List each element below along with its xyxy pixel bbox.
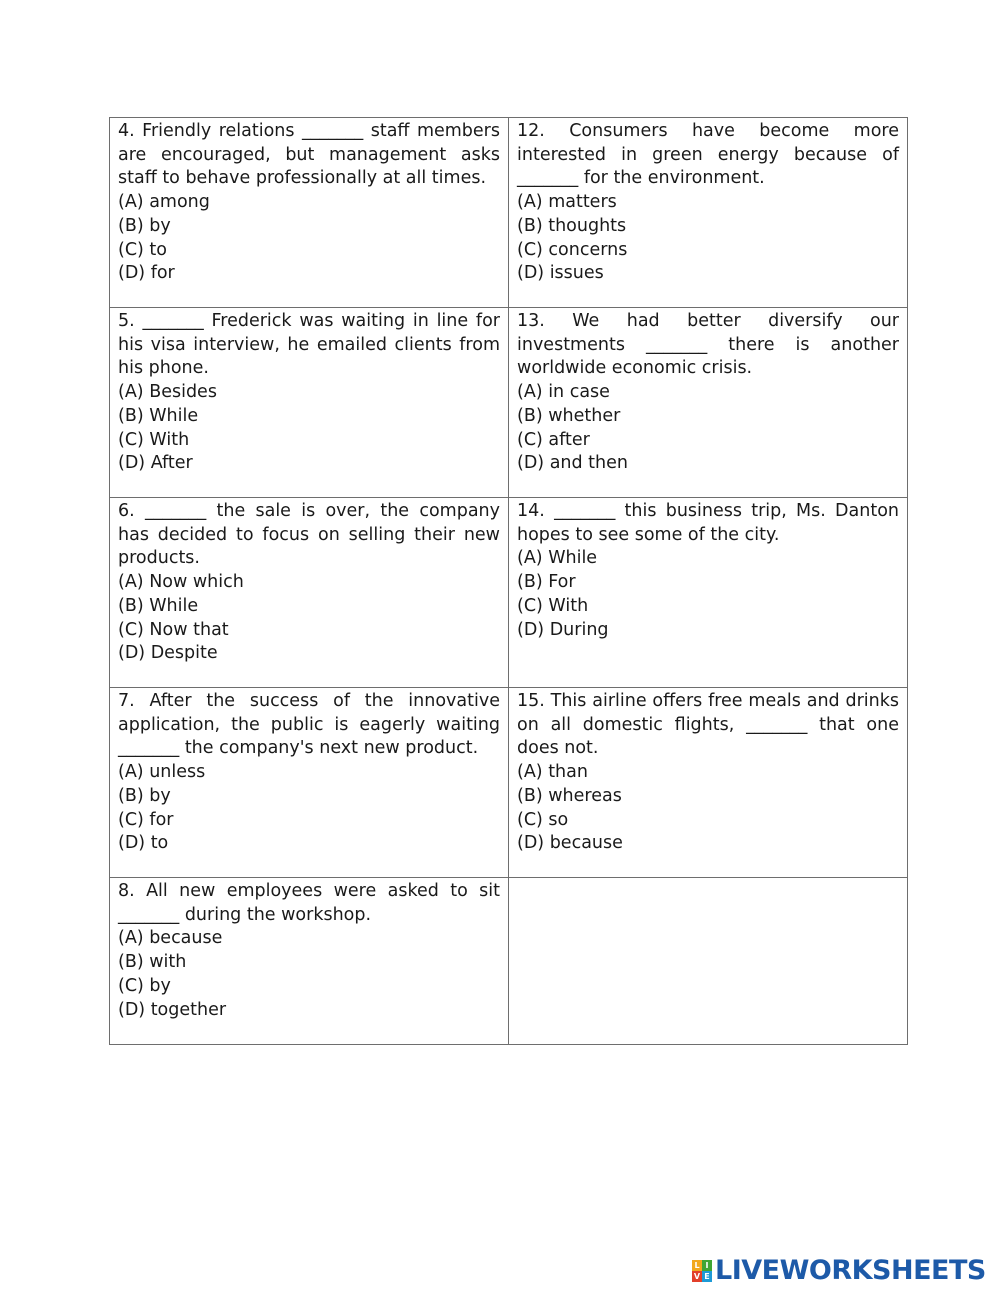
- question-cell: [509, 118, 908, 308]
- liveworksheets-logo: [692, 1255, 986, 1286]
- answer-option[interactable]: (C) by: [118, 975, 171, 996]
- answer-option[interactable]: (C) after: [517, 429, 590, 450]
- answer-option[interactable]: (A) among: [118, 192, 210, 213]
- answer-option[interactable]: (B) whether: [517, 405, 621, 426]
- answer-option[interactable]: (C) Now that: [118, 619, 229, 640]
- answer-option[interactable]: (D) because: [517, 833, 623, 854]
- question-text: 7. After the success of the innovative application, the public is eagerly waiting _______ the company's next new product.: [118, 691, 500, 759]
- question-cell: [110, 498, 509, 688]
- answer-option[interactable]: (D) together: [118, 999, 227, 1020]
- logo-mark-letter: V: [693, 1271, 701, 1281]
- answer-option[interactable]: (D) for: [118, 263, 175, 284]
- question-text: 12. Consumers have become more interested in green energy because of _______ for the environment.: [517, 121, 899, 189]
- question-text: 8. All new employees were asked to sit _______ during the workshop.: [118, 881, 500, 925]
- answer-option[interactable]: (A) Besides: [118, 382, 217, 403]
- question-text: 5. _______ Frederick was waiting in line for his visa interview, he emailed clients from his phone.: [118, 311, 500, 379]
- answer-option[interactable]: (D) After: [118, 453, 193, 474]
- answer-option[interactable]: (B) by: [118, 215, 171, 236]
- answer-option[interactable]: (D) issues: [517, 263, 604, 284]
- question-cell: [509, 498, 908, 688]
- logo-mark-icon: [692, 1260, 712, 1282]
- answer-option[interactable]: (A) because: [118, 928, 223, 949]
- answer-option[interactable]: (B) For: [517, 572, 576, 593]
- logo-mark-letter: E: [702, 1271, 712, 1282]
- answer-option[interactable]: (A) unless: [118, 762, 206, 783]
- answer-option[interactable]: (A) matters: [517, 192, 617, 213]
- answer-option[interactable]: (D) Despite: [118, 643, 218, 664]
- answer-option[interactable]: (C) for: [118, 809, 174, 830]
- logo-mark-letter: I: [702, 1260, 712, 1271]
- table-row: [110, 498, 908, 688]
- answer-option[interactable]: (D) to: [118, 833, 169, 854]
- answer-option[interactable]: (A) Now which: [118, 572, 244, 593]
- question-text: 14. _______ this business trip, Ms. Danton hopes to see some of the city.: [517, 501, 899, 545]
- empty-cell: [509, 878, 908, 1045]
- answer-option[interactable]: (B) While: [118, 595, 199, 616]
- answer-option[interactable]: (A) While: [517, 548, 598, 569]
- question-cell: [110, 688, 509, 878]
- question-cell: [110, 308, 509, 498]
- question-cell: [509, 308, 908, 498]
- answer-option[interactable]: (A) in case: [517, 382, 610, 403]
- question-text: 6. _______ the sale is over, the company has decided to focus on selling their new products.: [118, 501, 500, 569]
- table-row: [110, 308, 908, 498]
- answer-option[interactable]: (C) to: [118, 239, 168, 260]
- logo-mark-letter: L: [692, 1260, 702, 1271]
- answer-option[interactable]: (D) During: [517, 619, 609, 640]
- question-text: 4. Friendly relations _______ staff members are encouraged, but management asks staff to behave professionally at all times.: [118, 121, 500, 189]
- answer-option[interactable]: (A) than: [517, 762, 588, 783]
- worksheet-table: [109, 117, 908, 1045]
- answer-option[interactable]: (B) by: [118, 785, 171, 806]
- answer-option[interactable]: (C) concerns: [517, 239, 628, 260]
- question-text: 15. This airline offers free meals and drinks on all domestic flights, _______ that one does not.: [517, 691, 899, 759]
- question-text: 13. We had better diversify our investments _______ there is another worldwide economic crisis.: [517, 311, 899, 379]
- answer-option[interactable]: (D) and then: [517, 453, 628, 474]
- answer-option[interactable]: (B) whereas: [517, 785, 622, 806]
- answer-option[interactable]: (B) with: [118, 952, 187, 973]
- table-row: [110, 878, 908, 1045]
- table-row: [110, 118, 908, 308]
- question-cell: [509, 688, 908, 878]
- answer-option[interactable]: (B) thoughts: [517, 215, 627, 236]
- answer-option[interactable]: (C) so: [517, 809, 569, 830]
- table-row: [110, 688, 908, 878]
- question-cell: [110, 878, 509, 1045]
- answer-option[interactable]: (C) With: [118, 429, 190, 450]
- logo-text: LIVEWORKSHEETS: [715, 1255, 986, 1286]
- question-cell: [110, 118, 509, 308]
- answer-option[interactable]: (C) With: [517, 595, 589, 616]
- answer-option[interactable]: (B) While: [118, 405, 199, 426]
